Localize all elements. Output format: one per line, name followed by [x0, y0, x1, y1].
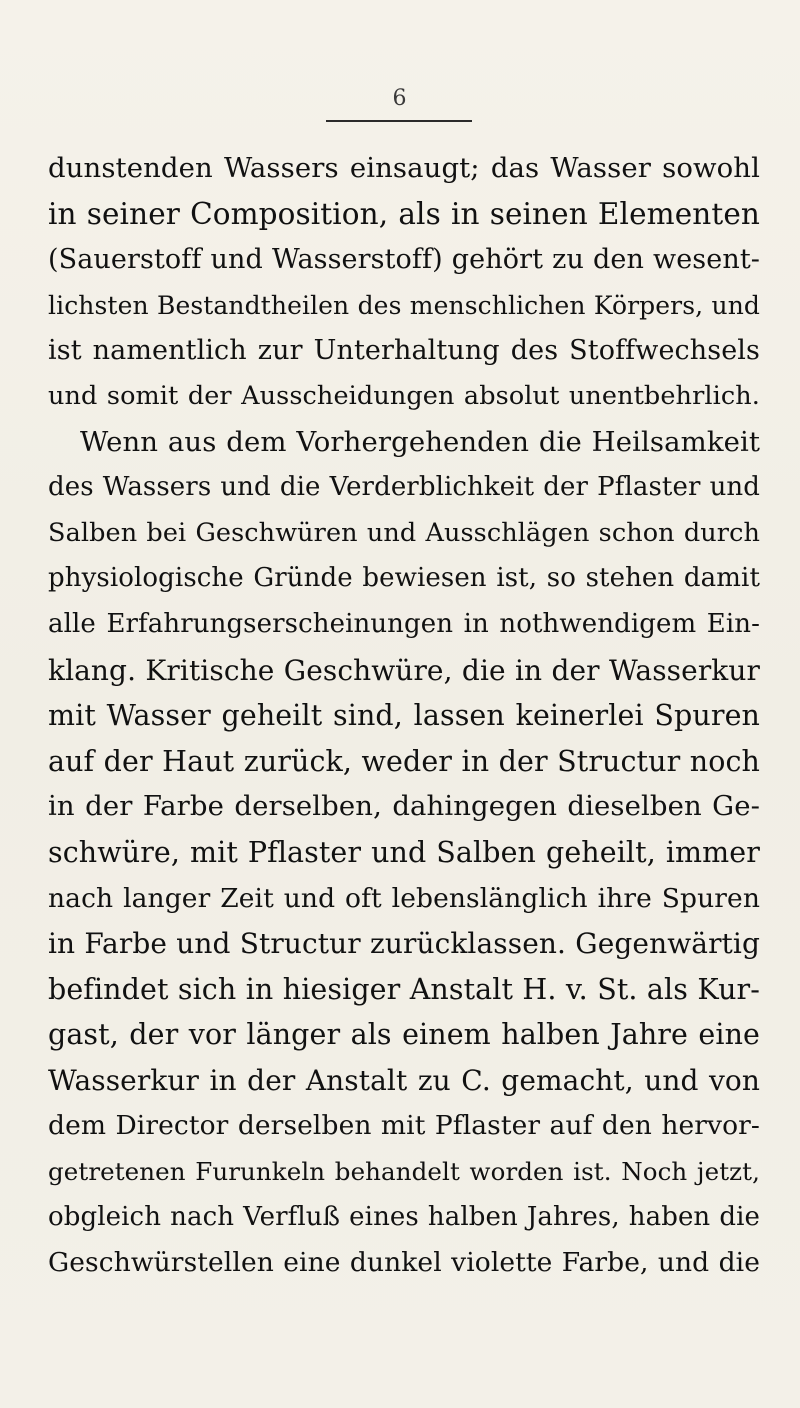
header-rule: [326, 120, 472, 122]
text-line: nach langer Zeit und oft lebenslänglich ihre Spuren: [48, 882, 760, 914]
text-line: mit Wasser geheilt sind, lassen keinerlei Spuren: [48, 699, 760, 733]
text-line: (Sauerstoff und Wasserstoff) gehört zu den wesent-: [48, 244, 760, 276]
text-line: getretenen Furunkeln behandelt worden ist. Noch jetzt,: [48, 1157, 760, 1187]
text-line: in der Farbe derselben, dahingegen dieselben Ge-: [48, 790, 760, 823]
text-line: dem Director derselben mit Pflaster auf den hervor-: [48, 1110, 760, 1142]
text-line: lichsten Bestandtheilen des menschlichen Körpers, und: [48, 290, 760, 320]
text-line: obgleich nach Verfluß eines halben Jahres, haben die: [48, 1201, 760, 1232]
text-line: dunstenden Wassers einsaugt; das Wasser sowohl: [48, 152, 760, 184]
text-line: Geschwürstellen eine dunkel violette Farbe, und die: [48, 1247, 760, 1279]
text-line: Salben bei Geschwüren und Ausschlägen schon durch: [48, 517, 760, 548]
text-line: Wenn aus dem Vorhergehenden die Heilsamkeit: [80, 425, 760, 458]
text-line: in Farbe und Structur zurücklassen. Gegenwärtig: [48, 927, 760, 961]
text-line: befindet sich in hiesiger Anstalt H. v. St. als Kur-: [48, 972, 760, 1006]
text-line: physiologische Gründe bewiesen ist, so stehen damit: [48, 563, 760, 594]
text-line: ist namentlich zur Unterhaltung des Stoffwechsels: [48, 335, 760, 367]
page-number: 6: [392, 86, 408, 111]
text-line: in seiner Composition, als in seinen Elementen: [48, 196, 760, 231]
text-line: des Wassers und die Verderblichkeit der Pflaster und: [48, 472, 760, 503]
text-line: und somit der Ausscheidungen absolut unentbehrlich.: [48, 380, 760, 411]
body-text: [48, 146, 760, 1286]
text-line: Wasserkur in der Anstalt zu C. gemacht, und von: [48, 1063, 760, 1097]
text-line: gast, der vor länger als einem halben Jahre eine: [48, 1018, 760, 1052]
text-line: schwüre, mit Pflaster und Salben geheilt, immer: [48, 835, 760, 869]
text-line: alle Erfahrungserscheinungen in nothwendigem Ein-: [48, 608, 760, 639]
text-line: auf der Haut zurück, weder in der Structur noch: [48, 744, 760, 778]
text-line: klang. Kritische Geschwüre, die in der Wasserkur: [48, 653, 760, 687]
